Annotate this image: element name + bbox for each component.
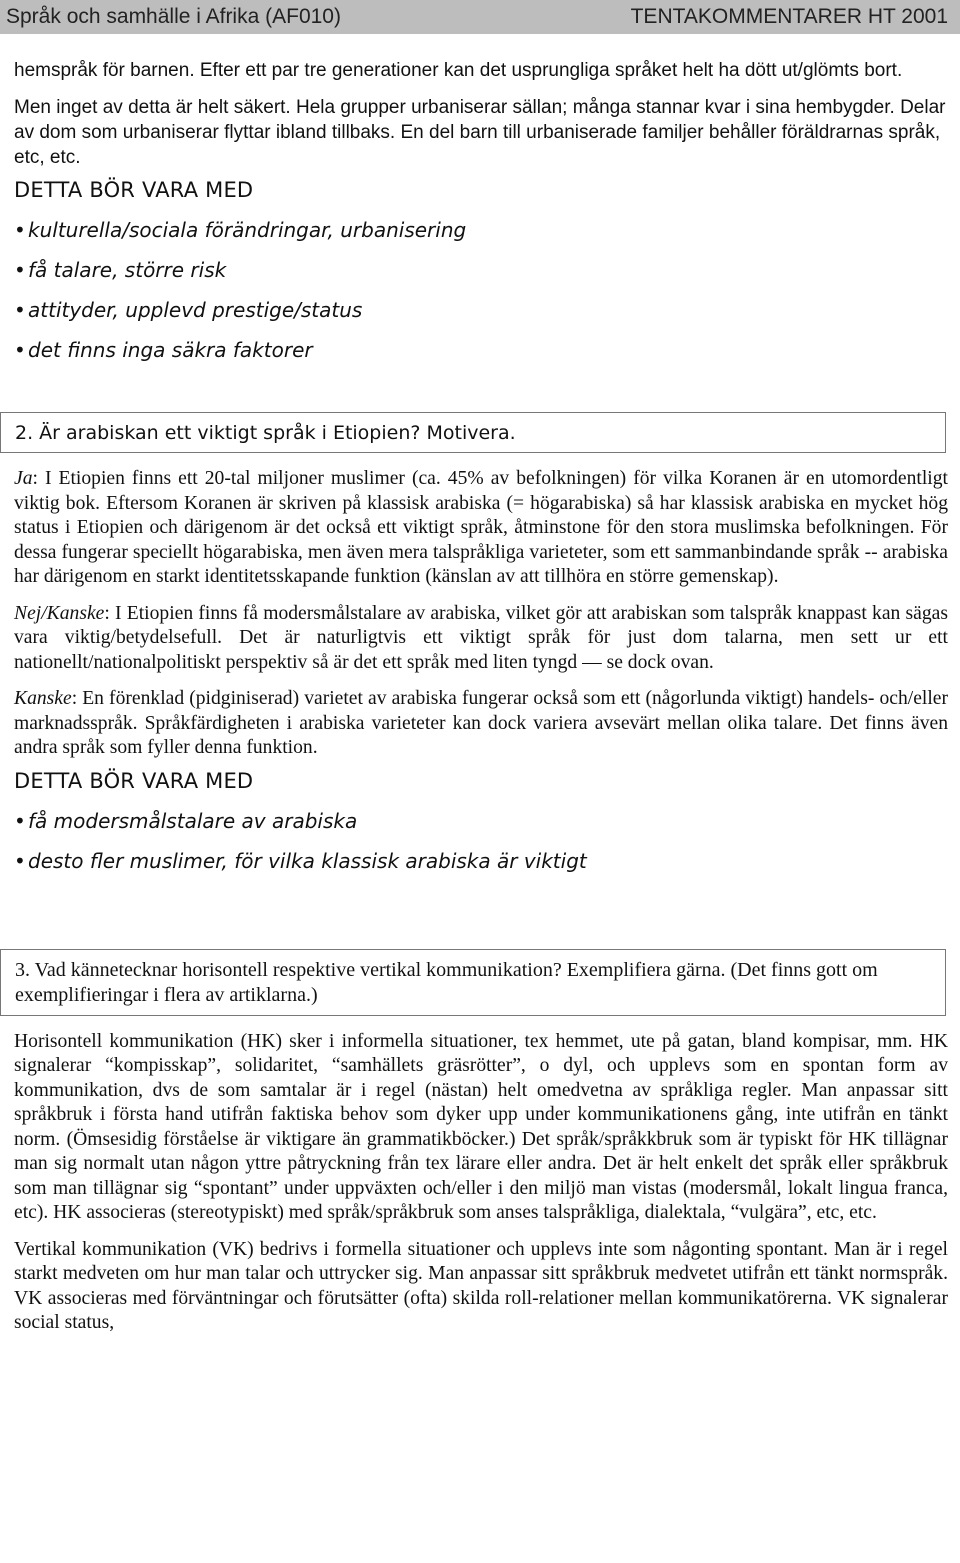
document-body bbox=[14, 58, 948, 1348]
ja-label: Ja bbox=[14, 468, 33, 489]
section2-heading: DETTA BÖR VARA MED bbox=[14, 768, 254, 793]
answer-ja-paragraph bbox=[14, 467, 948, 590]
question-2-text: 2. Är arabiskan ett viktigt språk i Etiopien? Motivera. bbox=[15, 422, 516, 444]
section2-bullet-list bbox=[14, 807, 948, 875]
kanske-text: : En förenklad (pidginiserad) varietet av arabiska fungerar också som ett (någorlunda viktigt) handels- och/eller marknadsspråk. Språkfärdigheten i arabiska varieteter kan dock variera avsevärt mellan olika talare. Det finns även andra språk som fyller denna funktion. bbox=[14, 688, 948, 758]
question-2-box bbox=[0, 412, 946, 453]
section1-heading: DETTA BÖR VARA MED bbox=[14, 178, 254, 202]
kanske-label: Kanske bbox=[14, 688, 72, 709]
nej-text: : I Etiopien finns få modersmålstalare av arabiska, vilket gör att arabiskan som talspråk knappast kan sägas vara viktig/betydelsefull. Det är naturligtvis ett viktigt språk för just dom talarna, men sett ur ett nationellt/nationalpolitiskt perspektiv så är det ett språk med liten tyngd — se dock ovan. bbox=[14, 602, 948, 673]
question-3-text: 3. Vad kännetecknar horisontell respektive vertikal kommunikation? Exemplifiera gärna. (Det finns gott om exemplifieringar i flera av artiklarna.) bbox=[15, 958, 878, 1006]
intro-paragraph-2: Men inget av detta är helt säkert. Hela grupper urbaniserar sällan; många stannar kvar i sina hembygder. Delar av dom som urbaniserar flyttar ibland tillbaks. En del barn till urbaniserade familjer behåller föräldrarnas språk, etc, etc. bbox=[14, 97, 946, 168]
document-title: TENTAKOMMENTARER HT 2001 bbox=[630, 5, 948, 28]
answer-nej-paragraph bbox=[14, 602, 948, 676]
list-item: • det finns inga säkra faktorer bbox=[14, 336, 948, 364]
list-item: • kulturella/sociala förändringar, urbanisering bbox=[14, 216, 948, 244]
list-item: • desto fler muslimer, för vilka klassisk arabiska är viktigt bbox=[14, 847, 948, 875]
list-item: • attityder, upplevd prestige/status bbox=[14, 296, 948, 324]
nej-label: Nej/Kanske bbox=[14, 602, 105, 624]
question-3-box bbox=[0, 949, 946, 1016]
ja-text: : I Etiopien finns ett 20-tal miljoner muslimer (ca. 45% av befolkningen) för vilka Koranen är en utomordentligt viktig bok. Eftersom Koranen är skriven på klassisk arabiska (= högarabiska) så har klassisk arabiska en mycket hög status i Etiopien och därigenom är det också ett viktigt språk, åtminstone för den stora muslimska befolkningen. För dessa fungerar speciellt högarabiska, men även mera talspråkliga varieteter, som ett sammanbindande språk -- arabiska har därigenom en starkt identitetsskapande funktion (känslan av att tillhöra en större gemenskap). bbox=[14, 468, 948, 587]
section1-bullet-list bbox=[14, 216, 948, 364]
intro-paragraph-1: hemspråk för barnen. Efter ett par tre generationer kan det usprungliga språket helt ha dött ut/glömts bort. bbox=[14, 60, 903, 81]
list-item: • få talare, större risk bbox=[14, 256, 948, 284]
vertical-communication-paragraph: Vertikal kommunikation (VK) bedrivs i formella situationer och upplevs inte som någonting spontant. Man är i regel starkt medveten om hur man talar och uttrycker sig. Man anpassar sitt språkbruk medvetet utifrån ett tänkt normspråk. VK associeras med förväntningar och förutsätter (ofta) skilda roll-relationer mellan kommunikatörerna. VK signalerar social status, bbox=[14, 1238, 948, 1333]
horizontal-communication-paragraph: Horisontell kommunikation (HK) sker i informella situationer, tex hemmet, ute på gatan, bland kompisar, mm. HK signalerar “kompisskap”, solidaritet, “samhällets gräsrötter”, o dyl, och upplevs som en spontan form av kommunikation, dvs de som samtalar är i regel (nästan) helt omedvetna av språkliga regler. Man anpassar sitt språkbruk i första hand utifrån faktiska behov som dyker upp under kommunikationens gång, inte utifrån en tänkt norm. (Ömsesidig förståelse är viktigare än grammatikböcker.) Det språk/språkkbruk som är typiskt för HK tillägnar man sig normalt utan någon yttre påtryckning från tex lärare eller andra. Det är helt enkelt det språk eller språkbruk som man tillägnar sig “spontant” under uppväxten och/eller i den miljö man vistas (modersmål, lokalt lingua franca, etc). HK associeras (stereotypiskt) med språk/språkbruk som anses talspråkliga, dialektala, “vulgära”, etc, etc. bbox=[14, 1030, 948, 1223]
list-item: • få modersmålstalare av arabiska bbox=[14, 807, 948, 835]
page-header bbox=[0, 0, 960, 34]
answer-kanske-paragraph bbox=[14, 687, 948, 761]
course-title: Språk och samhälle i Afrika (AF010) bbox=[6, 5, 341, 28]
